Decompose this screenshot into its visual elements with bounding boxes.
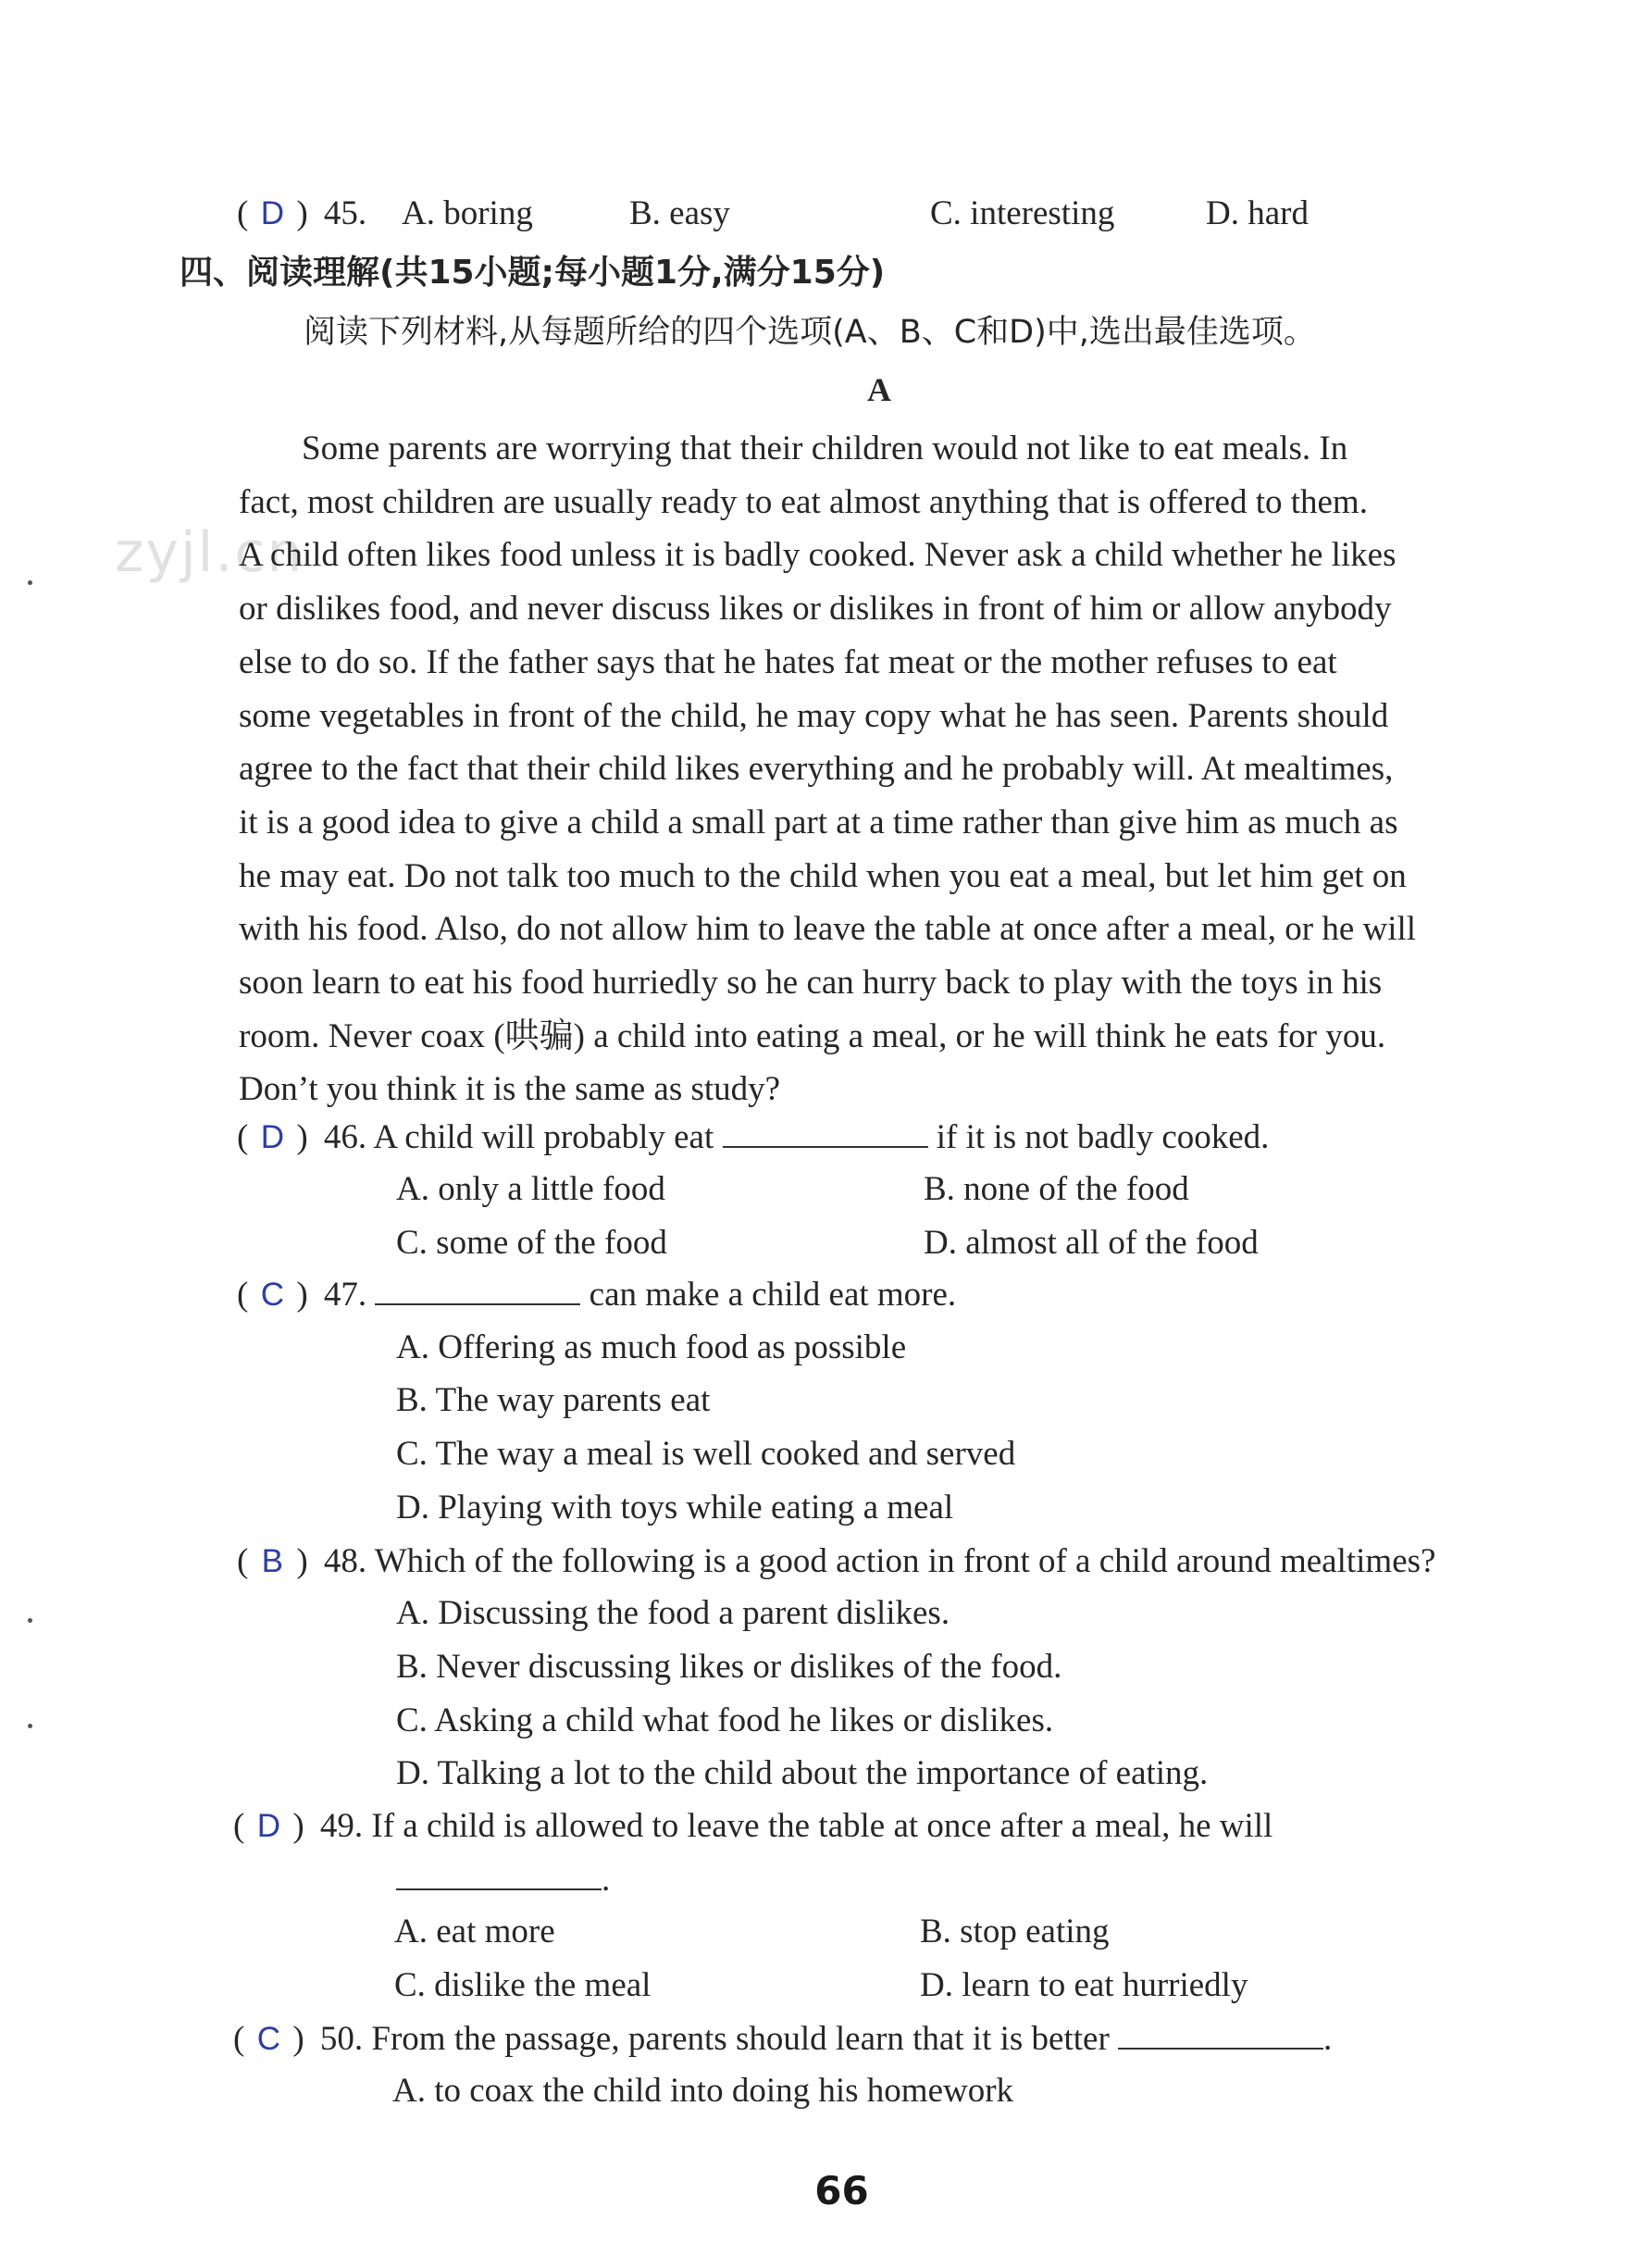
question-stem: A child will probably eat bbox=[373, 1118, 714, 1156]
answer-blank bbox=[375, 1276, 580, 1305]
question-49 bbox=[233, 1805, 1272, 1848]
passage-line: some vegetables in front of the child, he may copy what he has seen. Parents should bbox=[239, 696, 1389, 735]
passage-line: fact, most children are usually ready to eat almost anything that is offered to them. bbox=[239, 482, 1368, 521]
question-stem: If a child is allowed to leave the table at once after a meal, he will bbox=[371, 1807, 1273, 1845]
answer-blank bbox=[396, 1861, 602, 1890]
option-48-b: B. Never discussing likes or dislikes of the food. bbox=[396, 1648, 1062, 1686]
paren-open: ( bbox=[233, 1807, 245, 1845]
option-49-b: B. stop eating bbox=[920, 1913, 1110, 1950]
question-49-blank-line bbox=[396, 1859, 610, 1901]
scan-dot bbox=[28, 1618, 32, 1623]
paren-close: ) bbox=[292, 2020, 304, 2058]
question-number: 48. bbox=[323, 1542, 367, 1580]
question-number: 50. bbox=[319, 2020, 364, 2058]
question-number: 45. bbox=[323, 194, 367, 232]
option-49-a: A. eat more bbox=[394, 1913, 555, 1950]
passage-line: soon learn to eat his food hurriedly so he can hurry back to play with the toys in his bbox=[239, 964, 1383, 1003]
answer-46: D bbox=[260, 1119, 284, 1155]
option-50-a: A. to coax the child into doing his homework bbox=[392, 2072, 1014, 2110]
option-47-c: C. The way a meal is well cooked and served bbox=[396, 1435, 1016, 1473]
paren-open: ( bbox=[233, 2020, 245, 2058]
option-46-a: A. only a little food bbox=[396, 1170, 665, 1208]
answer-47: C bbox=[260, 1277, 284, 1313]
passage-label: A bbox=[867, 371, 891, 408]
scan-dot bbox=[28, 1724, 32, 1728]
option-45-d: D. hard bbox=[1206, 194, 1309, 232]
option-48-a: A. Discussing the food a parent dislikes. bbox=[396, 1594, 950, 1632]
section-heading: 四、阅读理解(共15小题;每小题1分,满分15分) bbox=[180, 254, 886, 292]
answer-blank bbox=[1118, 2020, 1323, 2050]
question-stem-end: . bbox=[602, 1861, 611, 1899]
passage-line: it is a good idea to give a child a small part at a time rather than give him as much as bbox=[239, 803, 1398, 841]
option-48-d: D. Talking a lot to the child about the importance of eating. bbox=[396, 1754, 1209, 1792]
paren-close: ) bbox=[296, 1276, 308, 1314]
paren-open: ( bbox=[237, 1118, 249, 1156]
paren-open: ( bbox=[237, 194, 249, 232]
answer-49: D bbox=[256, 1808, 280, 1844]
option-49-d: D. learn to eat hurriedly bbox=[920, 1966, 1248, 2004]
answer-45: D bbox=[260, 195, 284, 231]
option-46-b: B. none of the food bbox=[924, 1170, 1189, 1208]
passage-line: with his food. Also, do not allow him to leave the table at once after a meal, or he will bbox=[239, 910, 1417, 949]
answer-blank bbox=[723, 1118, 928, 1148]
answer-50: C bbox=[256, 2021, 280, 2057]
question-50 bbox=[233, 2018, 1332, 2061]
watermark: zyjl.cn bbox=[115, 520, 304, 585]
passage-body bbox=[239, 422, 1525, 1116]
answer-48: B bbox=[261, 1543, 283, 1579]
passage-line: or dislikes food, and never discuss likes or dislikes in front of him or allow anybody bbox=[239, 590, 1392, 629]
question-stem-end: can make a child eat more. bbox=[589, 1276, 957, 1314]
question-48 bbox=[237, 1540, 1435, 1583]
question-stem: From the passage, parents should learn that it is better bbox=[371, 2020, 1110, 2058]
question-45 bbox=[237, 193, 366, 235]
option-48-c: C. Asking a child what food he likes or dislikes. bbox=[396, 1701, 1054, 1739]
question-number: 47. bbox=[323, 1276, 367, 1314]
passage-line: else to do so. If the father says that he hates fat meat or the mother refuses to eat bbox=[239, 642, 1337, 681]
question-number: 46. bbox=[323, 1118, 367, 1156]
passage-line: room. Never coax (哄骗) a child into eating a meal, or he will think he eats for you. bbox=[239, 1016, 1386, 1055]
option-47-a: A. Offering as much food as possible bbox=[396, 1328, 907, 1366]
paren-open: ( bbox=[237, 1542, 249, 1580]
passage-line: A child often likes food unless it is badly cooked. Never ask a child whether he likes bbox=[239, 536, 1397, 575]
passage-line: he may eat. Do not talk too much to the child when you eat a meal, but let him get on bbox=[239, 856, 1407, 895]
passage-line: Some parents are worrying that their children would not like to eat meals. In bbox=[302, 430, 1348, 467]
paren-open: ( bbox=[237, 1276, 249, 1314]
section-instruction: 阅读下列材料,从每题所给的四个选项(A、B、C和D)中,选出最佳选项。 bbox=[304, 314, 1316, 351]
option-47-b: B. The way parents eat bbox=[396, 1381, 711, 1419]
option-49-c: C. dislike the meal bbox=[394, 1966, 652, 2004]
option-45-a: A. boring bbox=[402, 194, 533, 232]
question-47 bbox=[237, 1274, 956, 1316]
paren-close: ) bbox=[296, 194, 308, 232]
question-stem-end: . bbox=[1323, 2020, 1333, 2058]
scan-dot bbox=[28, 580, 32, 585]
paren-close: ) bbox=[296, 1118, 308, 1156]
option-47-d: D. Playing with toys while eating a meal bbox=[396, 1489, 954, 1527]
option-46-d: D. almost all of the food bbox=[924, 1224, 1259, 1262]
option-45-c: C. interesting bbox=[930, 194, 1115, 232]
question-stem: Which of the following is a good action in front of a child around mealtimes? bbox=[374, 1542, 1436, 1580]
question-number: 49. bbox=[319, 1807, 364, 1845]
page-number: 66 bbox=[814, 2168, 869, 2213]
paren-close: ) bbox=[296, 1542, 308, 1580]
passage-line: Don’t you think it is the same as study? bbox=[239, 1070, 781, 1109]
option-46-c: C. some of the food bbox=[396, 1224, 667, 1262]
paren-close: ) bbox=[292, 1807, 304, 1845]
question-stem-end: if it is not badly cooked. bbox=[936, 1118, 1270, 1156]
question-46 bbox=[237, 1116, 1269, 1159]
passage-line: agree to the fact that their child likes everything and he probably will. At mealtimes, bbox=[239, 750, 1394, 789]
option-45-b: B. easy bbox=[629, 194, 730, 232]
